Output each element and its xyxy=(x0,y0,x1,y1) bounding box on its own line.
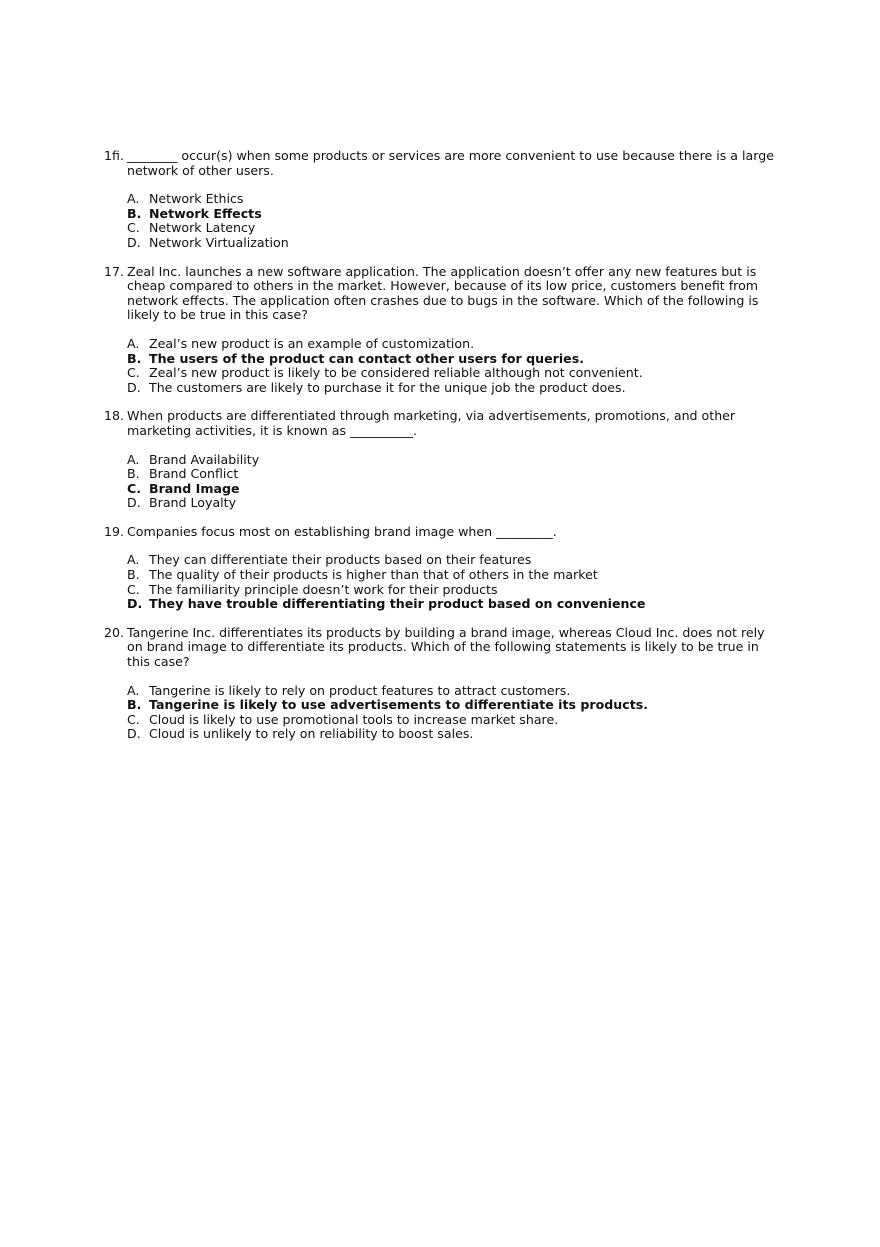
question-list xyxy=(104,149,776,756)
answer-options xyxy=(127,553,776,611)
option-letter: A. xyxy=(127,335,140,351)
option-letter: B. xyxy=(127,567,140,583)
option-text: Network Latency xyxy=(149,220,256,236)
option-text: They have trouble differentiating their product based on convenience xyxy=(149,596,646,612)
answer-option-a xyxy=(127,553,776,568)
question-number: 20. xyxy=(104,624,125,640)
question-number: 1fi. xyxy=(104,148,124,163)
option-letter: D. xyxy=(127,379,141,395)
option-text: Network Effects xyxy=(149,205,262,221)
question-17 xyxy=(104,265,776,396)
option-letter: A. xyxy=(127,682,140,698)
option-letter: D. xyxy=(127,596,143,612)
option-letter: C. xyxy=(127,220,140,236)
option-text: Brand Image xyxy=(149,480,240,496)
question-18 xyxy=(104,409,776,511)
option-text: Tangerine is likely to rely on product features to attract customers. xyxy=(149,682,571,698)
answer-option-d xyxy=(127,727,776,742)
option-text: The users of the product can contact other users for queries. xyxy=(149,350,584,366)
option-letter: D. xyxy=(127,726,141,742)
option-letter: A. xyxy=(127,552,140,568)
answer-options xyxy=(127,192,776,250)
answer-option-d xyxy=(127,381,776,396)
option-text: Network Ethics xyxy=(149,191,244,207)
question-number: 19. xyxy=(104,523,125,539)
answer-option-d-correct xyxy=(127,597,776,612)
question-number: 17. xyxy=(104,263,125,279)
answer-option-a xyxy=(127,337,776,352)
option-letter: C. xyxy=(127,480,142,496)
question-19 xyxy=(104,525,776,612)
option-text: The familiarity principle doesn’t work for their products xyxy=(149,581,498,597)
answer-option-d xyxy=(127,496,776,511)
question-text: When products are differentiated through marketing, via advertisements, promotions, and other marketing activities, it is known as __________. xyxy=(127,408,736,438)
option-text: Brand Conflict xyxy=(149,466,239,482)
option-letter: C. xyxy=(127,581,140,597)
option-letter: D. xyxy=(127,234,141,250)
answer-option-a xyxy=(127,453,776,468)
question-20 xyxy=(104,626,776,742)
answer-options xyxy=(127,453,776,511)
answer-option-c xyxy=(127,713,776,728)
question-text: Companies focus most on establishing brand image when _________. xyxy=(127,523,557,539)
answer-option-c xyxy=(127,221,776,236)
question-16 xyxy=(104,149,776,251)
answer-option-a xyxy=(127,192,776,207)
question-stem xyxy=(104,525,776,540)
option-letter: C. xyxy=(127,711,140,727)
answer-option-b xyxy=(127,568,776,583)
option-letter: B. xyxy=(127,697,142,713)
answer-option-c xyxy=(127,366,776,381)
option-text: Network Virtualization xyxy=(149,234,289,250)
answer-option-b-correct xyxy=(127,207,776,222)
option-letter: A. xyxy=(127,451,140,467)
answer-option-c-correct xyxy=(127,482,776,497)
option-text: Cloud is unlikely to rely on reliability to boost sales. xyxy=(149,726,474,742)
option-text: Cloud is likely to use promotional tools to increase market share. xyxy=(149,711,559,727)
option-letter: B. xyxy=(127,350,142,366)
answer-option-a xyxy=(127,684,776,699)
question-stem xyxy=(104,409,776,438)
option-letter: B. xyxy=(127,466,140,482)
question-text: Zeal Inc. launches a new software application. The application doesn’t offer any new features but is cheap compared to others in the market. However, because of its low price, customers benefit from network effects. The application often crashes due to bugs in the software. Which of the following is likely to be true in this case? xyxy=(127,263,759,323)
question-number: 18. xyxy=(104,408,125,424)
answer-option-d xyxy=(127,236,776,251)
option-text: Tangerine is likely to use advertisements to differentiate its products. xyxy=(149,697,649,713)
option-text: They can differentiate their products based on their features xyxy=(149,552,532,568)
question-text: Tangerine Inc. differentiates its products by building a brand image, whereas Cloud Inc. does not rely on brand image to differentiate its products. Which of the following statements is likely to be true in this case? xyxy=(127,624,765,670)
option-letter: B. xyxy=(127,205,142,221)
answer-options xyxy=(127,684,776,742)
answer-option-b xyxy=(127,467,776,482)
question-stem xyxy=(104,626,776,670)
question-stem xyxy=(104,265,776,323)
question-text: ________ occur(s) when some products or services are more convenient to use because there is a large network of other users. xyxy=(127,148,774,178)
option-letter: D. xyxy=(127,495,141,511)
option-text: The quality of their products is higher than that of others in the market xyxy=(149,567,598,583)
option-letter: C. xyxy=(127,365,140,381)
question-stem xyxy=(104,149,776,178)
option-text: Zeal’s new product is an example of customization. xyxy=(149,335,475,351)
option-text: Brand Availability xyxy=(149,451,260,467)
answer-option-b-correct xyxy=(127,352,776,367)
answer-options xyxy=(127,337,776,395)
answer-option-b-correct xyxy=(127,698,776,713)
option-text: The customers are likely to purchase it for the unique job the product does. xyxy=(149,379,626,395)
option-text: Zeal’s new product is likely to be considered reliable although not convenient. xyxy=(149,365,643,381)
answer-option-c xyxy=(127,583,776,598)
option-text: Brand Loyalty xyxy=(149,495,237,511)
option-letter: A. xyxy=(127,191,140,207)
